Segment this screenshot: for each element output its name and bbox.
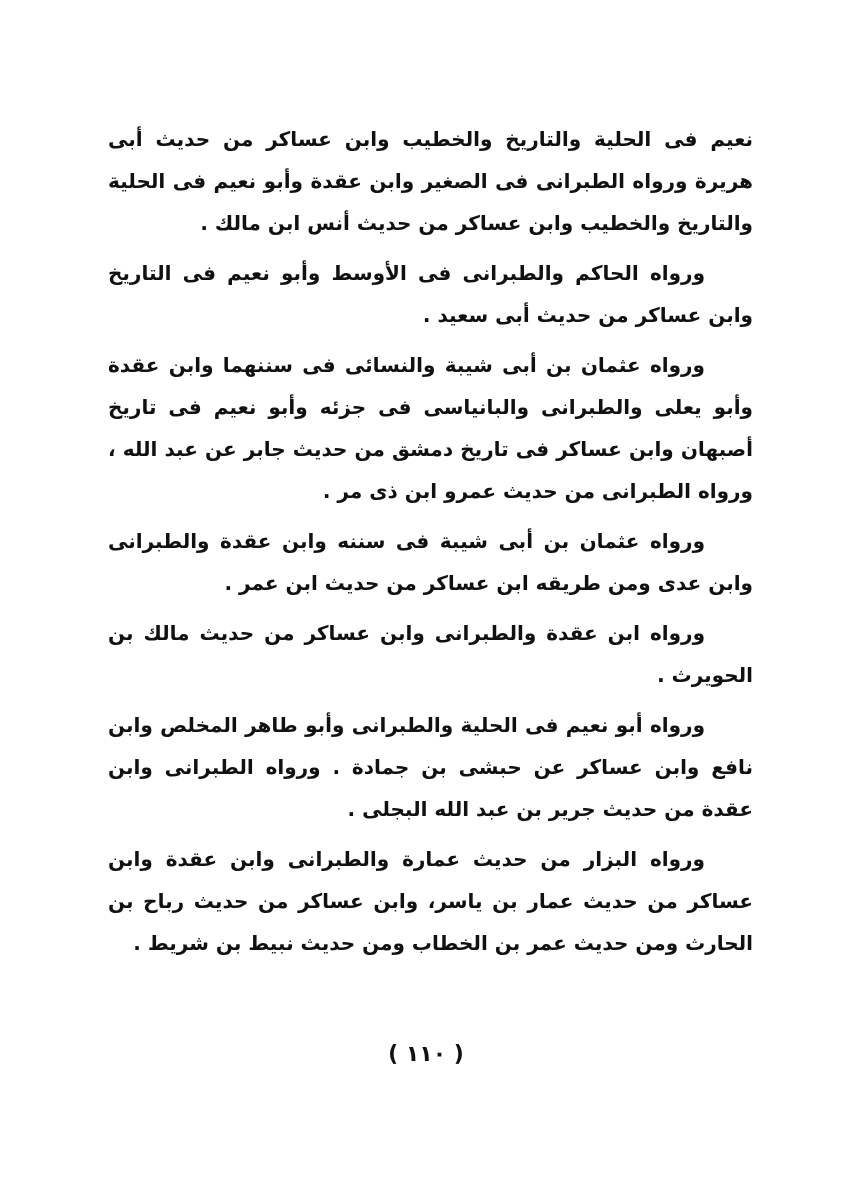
paragraph: ورواه ابن عقدة والطبرانى وابن عساكر من حديث مالك بن الحويرث . [108, 621, 753, 687]
paragraph: ورواه الحاكم والطبرانى فى الأوسط وأبو نعيم فى التاريخ وابن عساكر من حديث أبى سعيد . [108, 261, 753, 327]
page-number: ( ١١٠ ) [388, 1042, 464, 1067]
paragraph: ورواه أبو نعيم فى الحلية والطبرانى وأبو طاهر المخلص وابن نافع وابن عساكر عن حبشى بن جمادة . ورواه الطبرانى وابن عقدة من حديث جرير بن عبد الله البجلى . [108, 713, 753, 821]
paragraph: ورواه عثمان بن أبى شيبة فى سننه وابن عقدة والطبرانى وابن عدى ومن طريقه ابن عساكر من حديث ابن عمر . [108, 529, 753, 595]
paragraph: ورواه البزار من حديث عمارة والطبرانى وابن عقدة وابن عساكر من حديث عمار بن ياسر، وابن عساكر من حديث رباح بن الحارث ومن حديث عمر بن الخطاب ومن حديث نبيط بن شريط . [108, 847, 753, 955]
paragraph: ورواه عثمان بن أبى شيبة والنسائى فى سننهما وابن عقدة وأبو يعلى والطبرانى والبانياسى فى جزئه وأبو نعيم فى تاريخ أصبهان وابن عساكر فى تاريخ دمشق من حديث جابر عن عبد الله ، ورواه الطبرانى من حديث عمرو ابن ذى مر . [108, 353, 753, 503]
paragraph-continuation: نعيم فى الحلية والتاريخ والخطيب وابن عساكر من حديث أبى هريرة ورواه الطبرانى فى الصغير وابن عقدة وأبو نعيم فى الحلية والتاريخ والخطيب وابن عساكر من حديث أنس ابن مالك . [108, 127, 753, 235]
body-text [108, 118, 753, 972]
